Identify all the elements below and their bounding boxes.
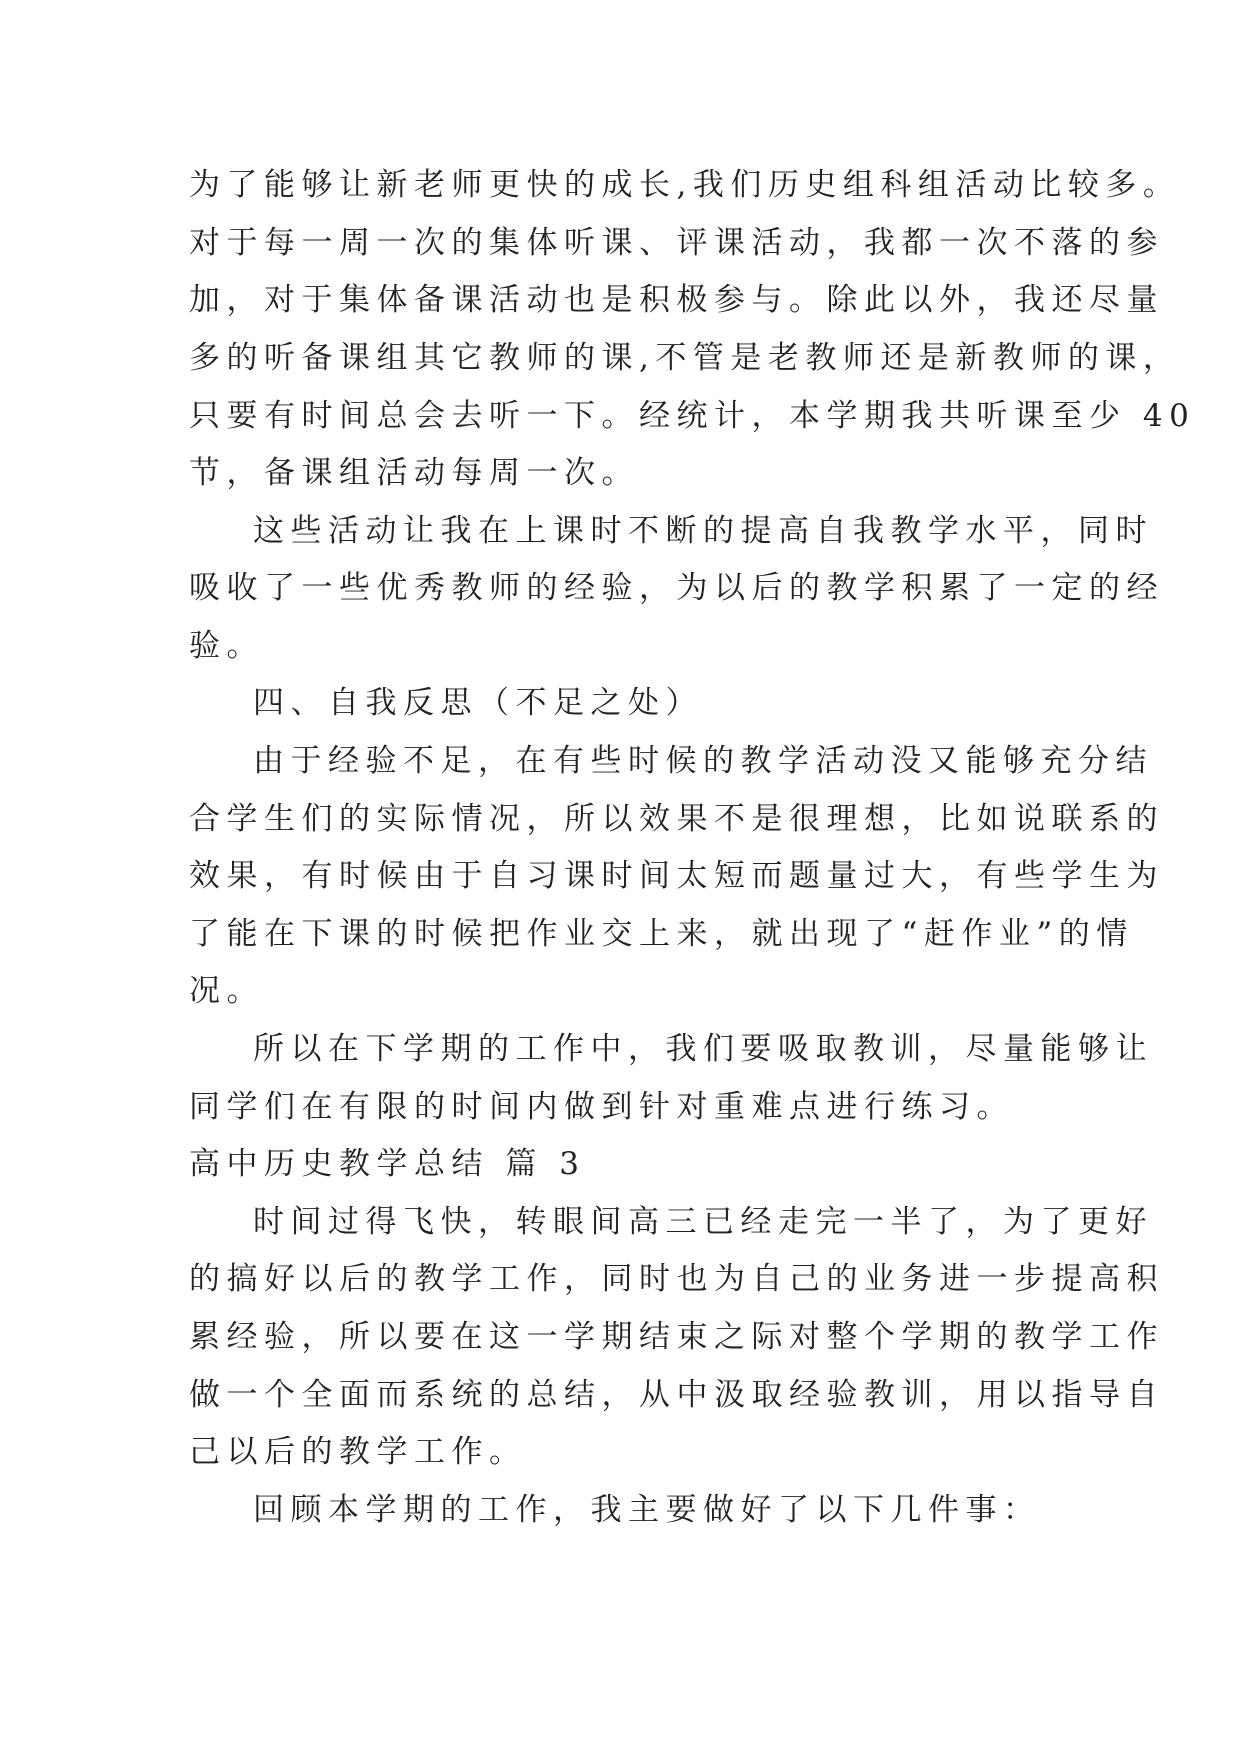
- paragraph-first-line: 回顾本学期的工作，我主要做好了以下几件事：: [253, 1492, 1041, 1528]
- text-line: 为了能够让新老师更快的成长,我们历史组科组活动比较多。: [189, 167, 1181, 203]
- text-line: 多的听备课组其它教师的课,不管是老教师还是新教师的课，: [189, 340, 1181, 376]
- text-line: 节，备课组活动每周一次。: [189, 455, 639, 491]
- paragraph-first-line: 时间过得飞快，转眼间高三已经走完一半了，为了更好: [253, 1204, 1153, 1240]
- paragraph-first-line: 由于经验不足，在有些时候的教学活动没又能够充分结: [253, 743, 1153, 779]
- text-line: 了能在下课的时候把作业交上来，就出现了“赶作业”的情: [189, 916, 1134, 952]
- text-line: 况。: [189, 973, 264, 1009]
- text-line: 加，对于集体备课活动也是积极参与。除此以外，我还尽量: [189, 282, 1164, 318]
- text-line: 对于每一周一次的集体听课、评课活动，我都一次不落的参: [189, 225, 1164, 261]
- article-title: 高中历史教学总结 篇 3: [189, 1146, 586, 1182]
- paragraph-first-line: 这些活动让我在上课时不断的提高自我教学水平，同时: [253, 513, 1153, 549]
- text-line: 效果，有时候由于自习课时间太短而题量过大，有些学生为: [189, 858, 1164, 894]
- text-line: 累经验，所以要在这一学期结束之际对整个学期的教学工作: [189, 1319, 1164, 1355]
- text-line: 合学生们的实际情况，所以效果不是很理想，比如说联系的: [189, 801, 1164, 837]
- text-line: 验。: [189, 628, 264, 664]
- text-line: 同学们在有限的时间内做到针对重难点进行练习。: [189, 1089, 1014, 1125]
- text-line: 做一个全面而系统的总结，从中汲取经验教训，用以指导自: [189, 1377, 1164, 1413]
- text-line: 己以后的教学工作。: [189, 1434, 527, 1470]
- text-line: 吸收了一些优秀教师的经验，为以后的教学积累了一定的经: [189, 570, 1164, 606]
- paragraph-first-line: 所以在下学期的工作中，我们要吸取教训，尽量能够让: [253, 1031, 1153, 1067]
- text-line: 的搞好以后的教学工作，同时也为自己的业务进一步提高积: [189, 1261, 1164, 1297]
- text-line: 只要有时间总会去听一下。经统计，本学期我共听课至少 40: [189, 398, 1196, 434]
- section-heading: 四、自我反思（不足之处）: [253, 685, 703, 721]
